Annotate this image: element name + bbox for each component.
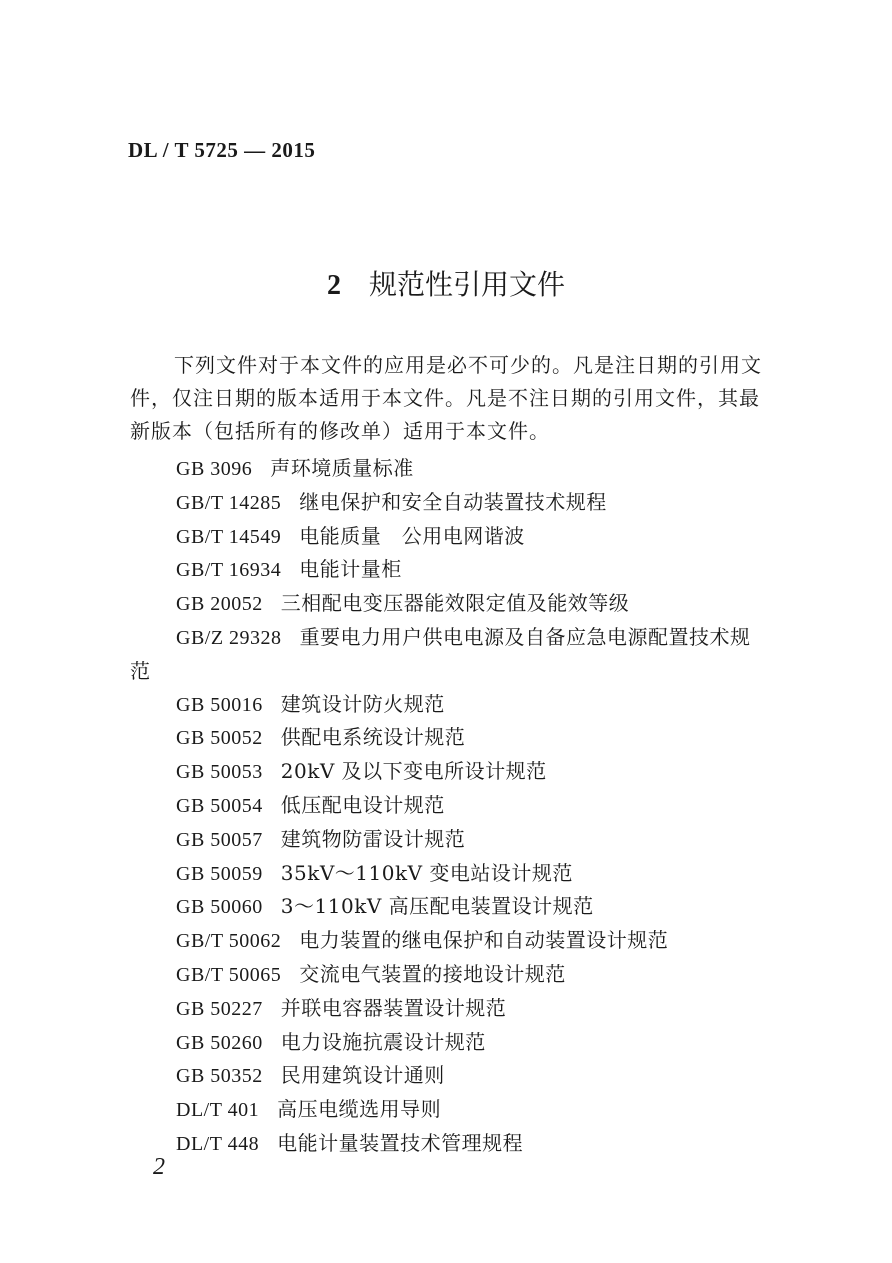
reference-code: GB/T 14549 (176, 525, 282, 548)
reference-item (130, 857, 770, 891)
reference-code: GB 50052 (176, 727, 263, 750)
reference-title: 建筑物防雷设计规范 (280, 826, 466, 851)
reference-item (130, 621, 770, 688)
reference-title: 电力设施抗震设计规范 (280, 1029, 486, 1054)
reference-code: GB 50227 (176, 997, 263, 1020)
reference-item (130, 992, 770, 1026)
reference-code: GB 20052 (176, 593, 263, 616)
reference-title: 高压电缆选用导则 (277, 1097, 442, 1122)
reference-code: GB 50053 (176, 761, 263, 784)
reference-code: DL/T 401 (176, 1099, 260, 1122)
reference-title: 20kV 及以下变电所设计规范 (280, 759, 547, 784)
reference-title: 交流电气装置的接地设计规范 (299, 961, 566, 986)
reference-code: GB 50059 (176, 862, 263, 885)
reference-item (130, 520, 770, 554)
reference-code: GB 50016 (176, 693, 263, 716)
intro-paragraph: 下列文件对于本文件的应用是必不可少的。凡是注日期的引用文件，仅注日期的版本适用于本文件。凡是不注日期的引用文件，其最新版本（包括所有的修改单）适用于本文件。 (130, 353, 762, 443)
reference-item (130, 890, 770, 924)
reference-title: 民用建筑设计通则 (280, 1063, 445, 1088)
reference-item (130, 1059, 770, 1093)
reference-code: GB 50260 (176, 1031, 263, 1054)
reference-code: GB/T 14285 (176, 491, 282, 514)
chapter-number: 2 (326, 270, 341, 301)
reference-item (130, 587, 770, 621)
reference-item (130, 1093, 770, 1127)
reference-title: 并联电容器装置设计规范 (280, 995, 507, 1020)
reference-item (130, 688, 770, 722)
reference-list (130, 452, 770, 1161)
reference-code: GB/T 50062 (176, 930, 282, 953)
reference-title: 三相配电变压器能效限定值及能效等级 (280, 591, 630, 616)
reference-title: 电能质量 公用电网谐波 (299, 523, 525, 548)
reference-code: GB 50060 (176, 896, 263, 919)
reference-code: GB 50054 (176, 794, 263, 817)
reference-code: GB 50352 (176, 1065, 263, 1088)
page-number: 2 (153, 1154, 165, 1180)
reference-code: GB/Z 29328 (176, 626, 282, 649)
reference-item (130, 1127, 770, 1161)
reference-item (130, 721, 770, 755)
reference-title: 继电保护和安全自动装置技术规程 (299, 489, 607, 514)
reference-title: 声环境质量标准 (270, 456, 414, 480)
reference-item (130, 755, 770, 789)
reference-item (130, 553, 770, 587)
reference-item (130, 823, 770, 857)
reference-title: 电能计量装置技术管理规程 (277, 1130, 524, 1155)
chapter-heading (0, 263, 892, 303)
reference-code: DL/T 448 (176, 1132, 260, 1155)
reference-title: 电能计量柜 (299, 557, 402, 582)
reference-item (130, 789, 770, 823)
document-number: DL / T 5725 — 2015 (128, 138, 316, 162)
reference-title: 供配电系统设计规范 (280, 725, 466, 750)
reference-title: 电力装置的继电保护和自动装置设计规范 (299, 928, 669, 953)
reference-item (130, 452, 770, 486)
reference-code: GB 50057 (176, 828, 263, 851)
reference-item (130, 958, 770, 992)
reference-code: GB 3096 (176, 458, 253, 480)
reference-title: 建筑设计防火规范 (280, 691, 445, 716)
reference-title: 重要电力用户供电电源及自备应急电源配置技术规范 (130, 624, 751, 683)
reference-item (130, 1026, 770, 1060)
reference-item (130, 924, 770, 958)
reference-code: GB/T 50065 (176, 963, 282, 986)
reference-code: GB/T 16934 (176, 559, 282, 582)
reference-item (130, 486, 770, 520)
reference-title: 低压配电设计规范 (280, 792, 445, 817)
chapter-title: 规范性引用文件 (368, 268, 565, 301)
reference-title: 3～110kV 高压配电装置设计规范 (280, 894, 594, 919)
reference-title: 35kV～110kV 变电站设计规范 (280, 860, 573, 885)
